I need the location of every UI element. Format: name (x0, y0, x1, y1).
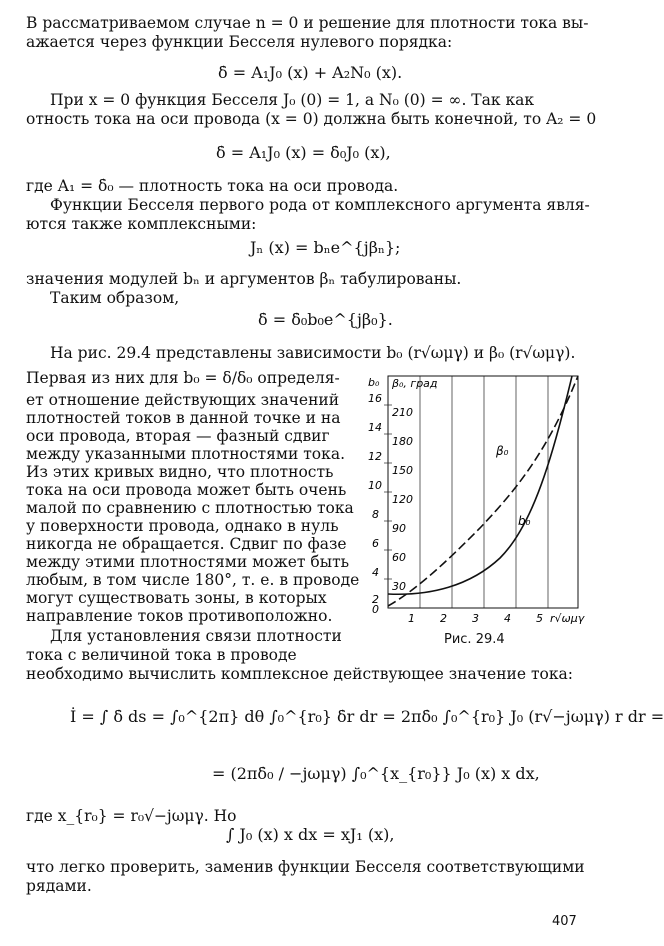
beta-tick: 120 (392, 493, 413, 506)
b0-axis-title: b₀ (368, 376, 380, 389)
beta-tick: 30 (392, 580, 406, 593)
beta-tick: 60 (392, 551, 406, 564)
beta-tick: 150 (392, 464, 413, 477)
equation: İ = ∫ δ̇ ds = ∫₀^{2π} dθ ∫₀^{r₀} δ̇r dr = 2πδ̇₀ ∫₀^{r₀} J₀ (r√−jωμγ) r dr = (70, 707, 664, 726)
b0-tick: 0 (372, 603, 379, 616)
b0-tick: 14 (368, 421, 382, 434)
x-tick: 5 (536, 612, 543, 625)
b0-tick: 6 (372, 537, 379, 550)
b0-tick: 2 (372, 593, 379, 606)
equation: ∫ J₀ (x) x dx = xJ₁ (x), (226, 825, 395, 844)
b0-tick: 12 (368, 450, 382, 463)
text-line: где A₁ = δ̇₀ — плотность тока на оси провода. (26, 177, 399, 195)
text-line: рядами. (26, 877, 92, 895)
plot-frame (388, 376, 578, 608)
text-line: никогда не обращается. Сдвиг по фазе (26, 535, 347, 553)
text-line: В рассматриваемом случае n = 0 и решение для плотности тока вы- (26, 14, 589, 32)
equation: Jₙ (x) = bₙe^{jβₙ}; (250, 238, 401, 257)
b0-tick: 10 (368, 479, 382, 492)
x-tick: 2 (440, 612, 447, 625)
b0-curve-label: b₀ (518, 514, 531, 528)
grid-vertical (420, 376, 548, 608)
x-tick: 1 (408, 612, 415, 625)
b0-tick: 4 (372, 566, 379, 579)
b0-tick: 16 (368, 392, 382, 405)
equation: δ̇ = A₁J₀ (x) = δ̇₀J₀ (x), (216, 143, 391, 162)
equation: δ̇ = A₁J₀ (x) + A₂N₀ (x). (218, 63, 403, 82)
beta-tick: 210 (392, 406, 413, 419)
text-line: Из этих кривых видно, что плотность (26, 463, 334, 481)
text-line: необходимо вычислить комплексное действующее значение тока: (26, 665, 574, 683)
text-line: ажается через функции Бесселя нулевого порядка: (26, 33, 453, 51)
b0-tick: 8 (372, 508, 379, 521)
equation: δ̇ = δ̇₀b₀e^{jβ₀}. (258, 310, 393, 329)
text-line: тока с величиной тока в проводе (26, 646, 297, 664)
text-line: между указанными плотностями тока. (26, 445, 345, 463)
beta-tick: 180 (392, 435, 413, 448)
figure-caption: Рис. 29.4 (444, 632, 505, 647)
x-tick: 4 (504, 612, 511, 625)
x-tick: 3 (472, 612, 479, 625)
x-axis-title: r√ωμγ (550, 612, 585, 625)
text-line: тока на оси провода может быть очень (26, 481, 347, 499)
beta0-curve-label: β₀ (496, 444, 509, 458)
text-line: между этими плотностями может быть (26, 553, 350, 571)
text-line: могут существовать зоны, в которых (26, 589, 327, 607)
figure-29-4 (360, 368, 590, 630)
text-line: что легко проверить, заменив функции Бесселя соответствующими (26, 858, 585, 876)
text-line: у поверхности провода, однако в нуль (26, 517, 339, 535)
text-line: ются также комплексными: (26, 215, 257, 233)
beta-axis-title: β₀, град (392, 377, 438, 390)
text-line: любым, в том числе 180°, т. е. в проводе (26, 571, 360, 589)
beta-tick: 90 (392, 522, 406, 535)
text-line: На рис. 29.4 представлены зависимости b₀ (r√ωμγ) и β₀ (r√ωμγ). (50, 344, 576, 362)
text-line: Первая из них для b₀ = δ/δ₀ определя- (26, 369, 340, 387)
equation: = (2πδ̇₀ / −jωμγ) ∫₀^{x_{r₀}} J₀ (x) x dx, (212, 764, 540, 783)
text-line: Функции Бесселя первого рода от комплексного аргумента явля- (50, 196, 590, 214)
text-line: где x_{r₀} = r₀√−jωμγ. Но (26, 807, 237, 825)
text-line: Таким образом, (50, 289, 180, 307)
text-line: Для установления связи плотности (50, 627, 342, 645)
text-line: оси провода, вторая — фазный сдвиг (26, 427, 330, 445)
text-line: значения модулей bₙ и аргументов βₙ табулированы. (26, 270, 462, 288)
text-line: плотностей токов в данной точке и на (26, 409, 341, 427)
text-line: ет отношение действующих значений (26, 391, 340, 409)
text-line: отность тока на оси провода (x = 0) должна быть конечной, то A₂ = 0 (26, 110, 597, 128)
text-line: При x = 0 функция Бесселя J₀ (0) = 1, а N₀ (0) = ∞. Так как (50, 91, 535, 109)
page-number: 407 (552, 914, 577, 929)
text-line: малой по сравнению с плотностью тока (26, 499, 354, 517)
b0-curve (388, 376, 572, 594)
text-line: направление токов противоположно. (26, 607, 333, 625)
